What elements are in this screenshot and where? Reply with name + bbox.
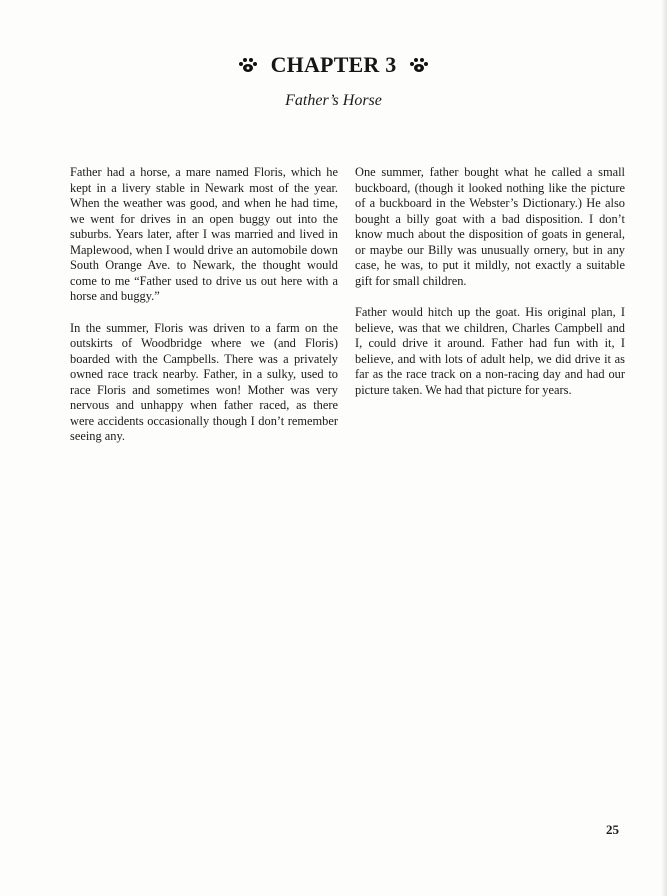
text-column-right xyxy=(355,165,625,414)
page-edge-shadow xyxy=(661,0,667,896)
paw-ornament-icon xyxy=(237,56,259,74)
chapter-heading xyxy=(0,49,667,81)
paragraph: Father had a horse, a mare named Floris, which he kept in a livery stable in Newark most of the year. When the weather was good, and when he had time, we went for drives in an open buggy out into the suburbs. Years later, after I was married and lived in Maplewood, when I would drive an automobile down South Orange Ave. to Newark, the thought would come to me “Father used to drive us out here with a horse and buggy.” xyxy=(70,165,338,303)
chapter-subtitle: Father’s Horse xyxy=(285,92,382,109)
paw-ornament-icon xyxy=(408,56,430,74)
paragraph: In the summer, Floris was driven to a farm on the outskirts of Woodbridge where we (and Floris) boarded with the Campbells. There was a privately owned race track nearby. Father, in a sulky, used to race Floris and sometimes won! Mother was very nervous and unhappy when father raced, as there were accidents occasionally though I don’t remember seeing any. xyxy=(70,320,338,443)
chapter-title: CHAPTER 3 xyxy=(270,52,397,77)
paragraph: Father would hitch up the goat. His original plan, I believe, was that we children, Charles Campbell and I, could drive it around. Father had fun with it, I believe, and with lots of adult help, we did drive it as far as the race track on a non-racing day and had our picture taken. We had that picture for years. xyxy=(355,305,625,397)
text-column-left xyxy=(70,165,338,461)
page-number: 25 xyxy=(606,822,619,837)
paragraph: One summer, father bought what he called a small buckboard, (though it looked nothing like the picture of a buckboard in the Webster’s Dictionary.) He also bought a billy goat with a bad disposition. I don’t know much about the disposition of goats in general, or maybe our Billy was unusually ornery, but in any case, he was, to put it mildly, not exactly a suitable gift for small children. xyxy=(355,165,625,288)
